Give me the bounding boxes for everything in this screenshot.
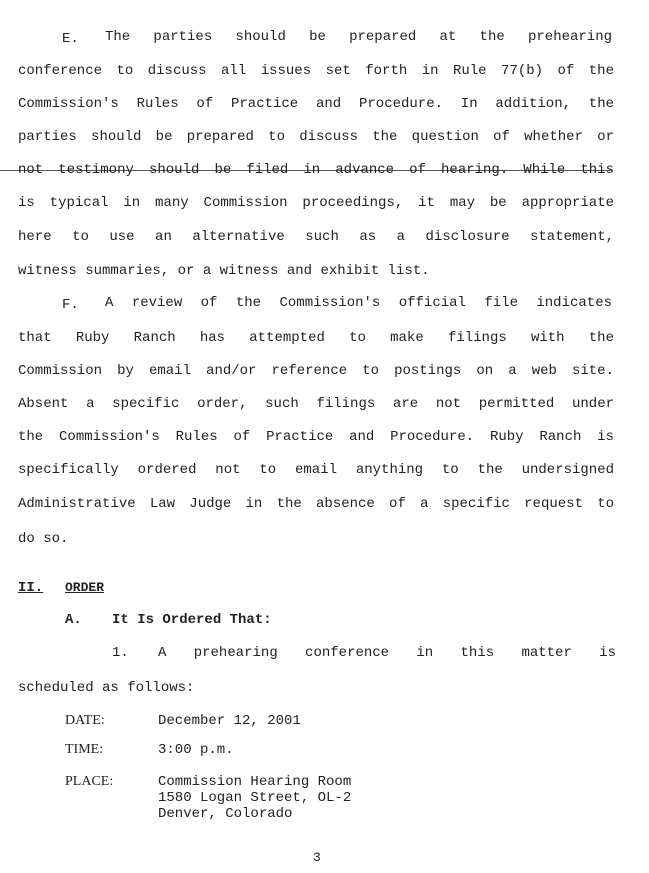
paragraph-f-line: specifically ordered not to email anything to the undersigned [18, 462, 614, 478]
paragraph-e-line: witness summaries, or a witness and exhibit list. [18, 263, 430, 279]
paragraph-e-label: E. [62, 31, 79, 47]
paragraph-e-line: here to use an alternative such as a disclosure statement, [18, 229, 614, 245]
place-line: Commission Hearing Room [158, 774, 352, 790]
item-1-line: scheduled as follows: [18, 680, 195, 696]
paragraph-e-line: parties should be prepared to discuss the question of whether or [18, 129, 614, 145]
subsection-title: It Is Ordered That: [112, 612, 272, 628]
time-label: TIME: [65, 742, 104, 757]
paragraph-f-line: that Ruby Ranch has attempted to make filings with the [18, 330, 614, 346]
paragraph-e-line: conference to discuss all issues set forth in Rule 77(b) of the [18, 63, 614, 79]
paragraph-f-line: Commission by email and/or reference to postings on a web site. [18, 363, 614, 379]
section-title: ORDER [65, 580, 105, 595]
place-line: 1580 Logan Street, OL-2 [158, 790, 352, 806]
date-label: DATE: [65, 713, 105, 728]
place-line: Denver, Colorado [158, 806, 293, 822]
paragraph-f-line: the Commission's Rules of Practice and Procedure. Ruby Ranch is [18, 429, 614, 445]
subsection-label: A. [65, 612, 82, 628]
section-number: II. [18, 580, 44, 596]
paragraph-e-line: not testimony should be filed in advance of hearing. While this [18, 162, 614, 178]
paragraph-f-label: F. [62, 297, 79, 313]
page-number: 3 [313, 850, 321, 865]
paragraph-e-line: Commission's Rules of Practice and Procedure. In addition, the [18, 96, 614, 112]
paragraph-e-line: is typical in many Commission proceedings, it may be appropriate [18, 195, 614, 211]
paragraph-e-line: The parties should be prepared at the prehearing [105, 29, 612, 45]
date-value: December 12, 2001 [158, 713, 301, 729]
paragraph-f-line: do so. [18, 531, 69, 547]
place-label: PLACE: [65, 774, 114, 789]
time-value: 3:00 p.m. [158, 742, 234, 758]
paragraph-f-line: Absent a specific order, such filings are not permitted under [18, 396, 614, 412]
item-1-line: A prehearing conference in this matter is [158, 645, 616, 661]
item-1-label: 1. [112, 645, 129, 661]
paragraph-f-line: A review of the Commission's official file indicates [105, 295, 612, 311]
paragraph-f-line: Administrative Law Judge in the absence of a specific request to [18, 496, 614, 512]
